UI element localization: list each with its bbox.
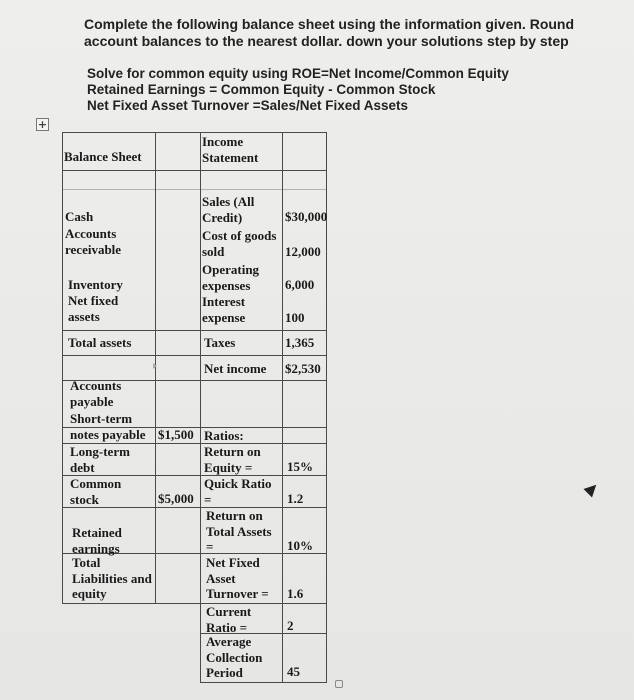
value-return-on-equity: 15%	[287, 459, 313, 474]
grid-line	[200, 132, 201, 683]
label-net-fixed-assets: Net fixed assets	[68, 293, 119, 324]
grid-line	[282, 132, 283, 683]
table-expand-icon[interactable]: +	[37, 118, 48, 131]
value-common-stock: $5,000	[158, 491, 194, 506]
value-taxes: 1,365	[285, 335, 315, 350]
label-quick-ratio: Quick Ratio =	[204, 476, 272, 507]
grid-line	[62, 189, 326, 190]
label-common-stock: Common stock	[70, 476, 122, 507]
grid-line	[62, 330, 326, 331]
grid-line	[62, 603, 326, 604]
label-interest-expense: Interest expense	[202, 294, 246, 325]
instructions-text: Complete the following balance sheet using the information given. Round account balances to the nearest dollar. down your solutions step by step	[84, 16, 575, 49]
value-net-income: $2,530	[285, 361, 321, 376]
label-return-on-equity: Return on Equity =	[204, 444, 261, 475]
mouse-cursor-icon	[584, 481, 601, 498]
label-accounts-receivable: Accounts receivable	[65, 226, 122, 257]
grid-line	[62, 170, 326, 171]
label-total-liabilities-and-equity: Total Liabilities and equity	[72, 555, 152, 601]
value-average-collection-period: 45	[287, 664, 300, 679]
label-short-term-notes-payable: Short-term notes payable	[70, 411, 146, 442]
value-return-on-total-assets: 10%	[287, 538, 313, 553]
label-ratios: Ratios:	[204, 428, 244, 443]
value-operating-expenses: 6,000	[285, 277, 315, 292]
label-cost-of-goods-sold: Cost of goods sold	[202, 228, 277, 259]
cell-dropdown-icon	[153, 363, 157, 369]
label-taxes: Taxes	[204, 335, 236, 350]
formula-retained-earnings: Retained Earnings = Common Equity - Common Stock	[87, 82, 436, 97]
header-balance-sheet: Balance Sheet	[64, 149, 142, 164]
label-accounts-payable: Accounts payable	[70, 378, 122, 409]
label-net-fixed-asset-turnover: Net Fixed Asset Turnover =	[206, 555, 269, 601]
grid-line	[200, 682, 326, 683]
grid-line	[62, 355, 326, 356]
label-retained-earnings: Retained earnings	[72, 525, 122, 556]
formula-list	[87, 66, 547, 114]
formula-roe: Solve for common equity using ROE=Net Income/Common Equity	[87, 66, 509, 81]
header-income-statement: Income Statement	[202, 134, 259, 165]
label-total-assets: Total assets	[68, 335, 132, 350]
label-net-income: Net income	[204, 361, 267, 376]
label-sales: Sales (All Credit)	[202, 194, 255, 225]
value-interest-expense: 100	[285, 310, 305, 325]
value-current-ratio: 2	[287, 618, 294, 633]
label-operating-expenses: Operating expenses	[202, 262, 260, 293]
value-cost-of-goods-sold: 12,000	[285, 244, 321, 259]
label-long-term-debt: Long-term debt	[70, 444, 130, 475]
grid-line	[62, 132, 326, 133]
label-return-on-total-assets: Return on Total Assets =	[206, 508, 272, 554]
formula-net-fixed-asset-turnover: Net Fixed Asset Turnover =Sales/Net Fixed Assets	[87, 98, 408, 113]
value-short-term-notes-payable: $1,500	[158, 427, 194, 442]
resize-handle-icon[interactable]	[335, 680, 343, 688]
value-quick-ratio: 1.2	[287, 491, 304, 506]
label-current-ratio: Current Ratio =	[206, 604, 252, 635]
value-sales: $30,000	[285, 209, 328, 224]
grid-line	[62, 507, 326, 508]
value-net-fixed-asset-turnover: 1.6	[287, 586, 304, 601]
label-cash: Cash	[65, 209, 94, 224]
grid-line	[62, 132, 63, 604]
label-inventory: Inventory	[68, 277, 123, 292]
label-average-collection-period: Average Collection Period	[206, 634, 263, 680]
